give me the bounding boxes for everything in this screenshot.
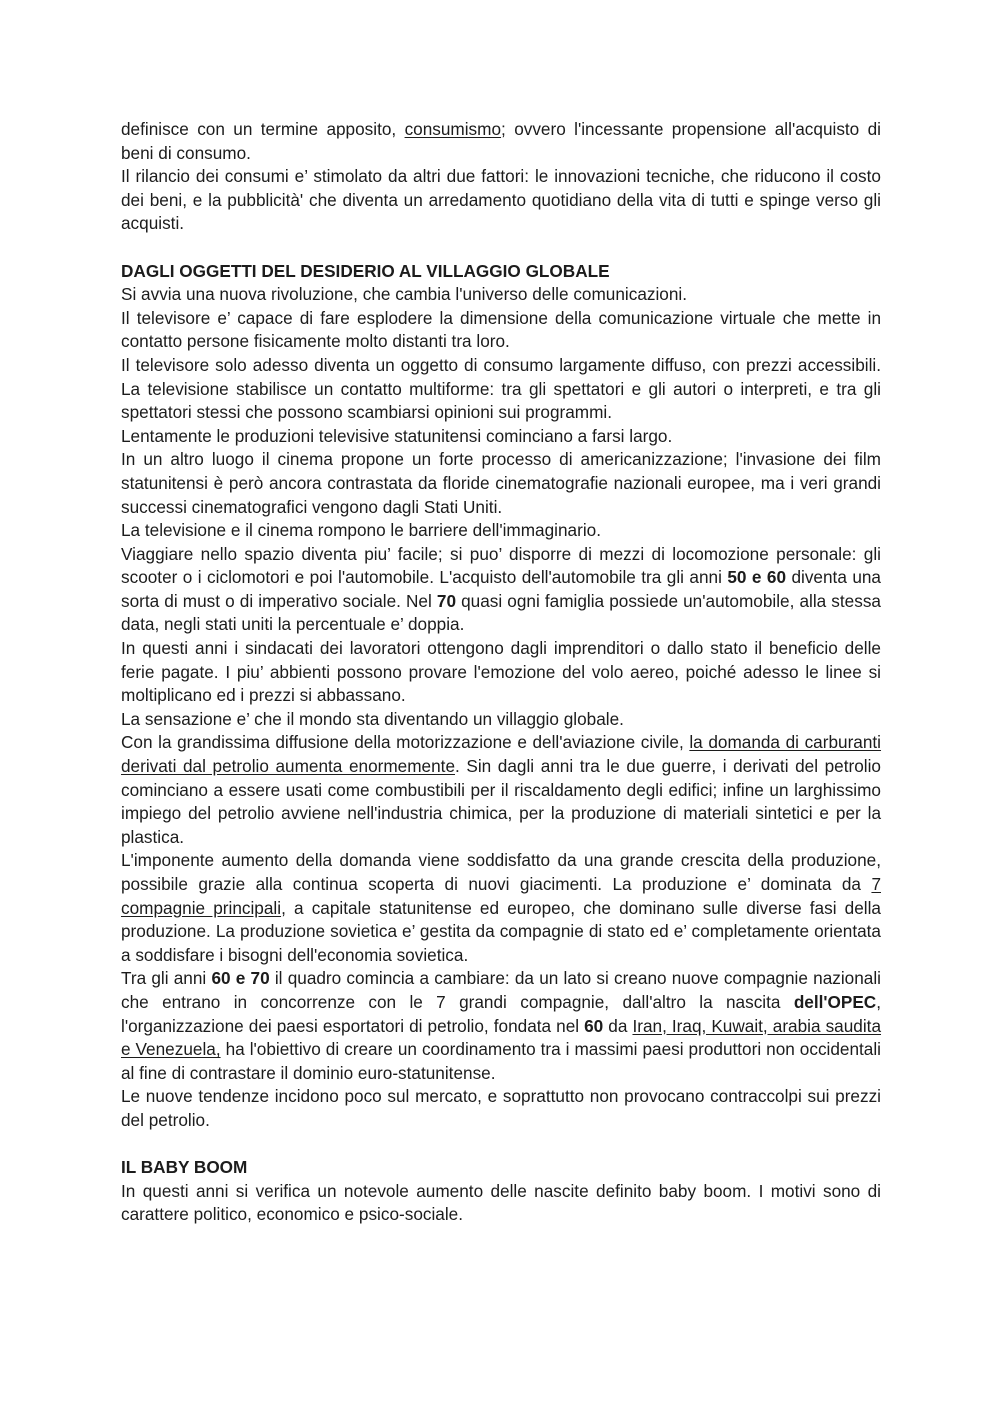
bold-years-50-60: 50 e 60 [727,567,787,588]
underlined-paesi-opec: Iran, Iraq, Kuwait, arabia saudita e Venezuela, [121,1015,882,1060]
paragraph-consumismo: definisce con un termine apposito, consumismo; ovvero l'incessante propensione all'acquisto di beni di consumo. [121,119,881,163]
paragraph-immaginario: La televisione e il cinema rompono le barriere dell'immaginario. [121,520,601,541]
paragraph-opec: Tra gli anni 60 e 70 il quadro comincia a cambiare: da un lato si creano nuove compagnie nazionali che entrano in concorrenze con le 7 grandi compagnie, dall'altro la nascita dell'OPEC, l'organizzazione dei paesi esportatori di petrolio, fondata nel 60 da Iran, Iraq, Kuwait, arabia saudita e Venezuela, ha l'obiettivo di creare un coordinamento tra i massimi paesi produttori non occidentali al fine di contrastare il dominio euro-statunitense. [121,968,882,1083]
section-heading-baby-boom: IL BABY BOOM [121,1157,248,1178]
underlined-term-consumismo: consumismo [404,119,502,139]
section-heading-villaggio-globale: DAGLI OGGETTI DEL DESIDERIO AL VILLAGGIO GLOBALE [121,260,610,281]
spacer [121,236,881,260]
bold-year-60: 60 [584,1015,604,1036]
paragraph-produzioni-televisive: Lentamente le produzioni televisive statunitensi cominciano a farsi largo. [121,425,673,446]
bold-year-70: 70 [436,590,457,611]
paragraph-rivoluzione: Si avvia una nuova rivoluzione, che cambia l'universo delle comunicazioni. [121,284,688,305]
underlined-7-compagnie: 7 compagnie principali [121,874,881,918]
paragraph-baby-boom: In questi anni si verifica un notevole aumento delle nascite definito baby boom. I motivi sono di carattere politico, economico e psico-sociale. [121,1180,881,1225]
paragraph-rilancio-consumi: Il rilancio dei consumi e’ stimolato da altri due fattori: le innovazioni tecniche, che riducono il costo dei beni, e la pubblicità' che diventa un arredamento quotidiano della vita di tutti e spinge verso gli acquisti. [121,166,881,234]
paragraph-ferie-pagate: In questi anni i sindacati dei lavoratori ottengono dagli imprenditori o dallo stato il beneficio delle ferie pagate. I piu’ abbienti possono provare l'emozione del volo aereo, poiché adesso le linee si moltiplicano ed i prezzi si abbassano. [121,638,881,706]
paragraph-compagnie: L'imponente aumento della domanda viene soddisfatto da una grande crescita della produzione, possibile grazie alla continua scoperta di nuovi giacimenti. La produzione e’ dominata da 7 compagnie principali, a capitale statunitense ed europeo, che dominano sulle diverse fasi della produzione. La produzione sovietica e’ gestita da compagnie di stato ed e’ completamente orientata a soddisfare i bisogni dell'economia sovietica. [121,850,881,965]
paragraph-televisore-comunicazione: Il televisore e’ capace di fare esplodere la dimensione della comunicazione virtuale che mette in contatto persone fisicamente molto distanti tra loro. [121,307,881,352]
paragraph-televisore-consumo: Il televisore solo adesso diventa un oggetto di consumo largamente diffuso, con prezzi accessibili. La televisione stabilisce un contatto multiforme: tra gli spettatori e gli autori o interpreti, e tra gli spettatori stessi che possono scambiarsi opinioni sui programmi. [121,354,881,423]
underlined-domanda-carburanti: la domanda di carburanti derivati dal petrolio aumenta enormemente [121,732,882,777]
paragraph-domanda-petrolio: Con la grandissima diffusione della motorizzazione e dell'aviazione civile, la domanda di carburanti derivati dal petrolio aumenta enormemente. Sin dagli anni tra le due guerre, i derivati del petrolio cominciano a essere usati come combustibili per il riscaldamento degli edifici; infine un larghissimo impiego del petrolio avviene nell'industria chimica, per la produzione di materiali sintetici e per la plastica. [121,732,882,847]
document-page [121,118,881,1227]
paragraph-automobile: Viaggiare nello spazio diventa piu’ facile; si puo’ disporre di mezzi di locomozione personale: gli scooter o i ciclomotori e poi l'automobile. L'acquisto dell'automobile tra gli anni 50 e 60 diventa una sorta di must o di imperativo sociale. Nel 70 quasi ogni famiglia possiede un'automobile, alla stessa data, negli stati uniti la percentuale e’ doppia. [121,543,881,635]
paragraph-cinema: In un altro luogo il cinema propone un forte processo di americanizzazione; l'invasione dei film statunitensi è però ancora contrastata da floride cinematografie nazionali europee, ma i veri grandi successi cinematografici vengono dagli Stati Uniti. [121,449,881,517]
paragraph-nuove-tendenze: Le nuove tendenze incidono poco sul mercato, e soprattutto non provocano contraccolpi sui prezzi del petrolio. [121,1086,881,1130]
paragraph-villaggio-globale: La sensazione e’ che il mondo sta diventando un villaggio globale. [121,708,624,729]
bold-years-60-70: 60 e 70 [211,968,270,989]
bold-opec: dell'OPEC [793,991,877,1012]
spacer [121,1133,881,1157]
